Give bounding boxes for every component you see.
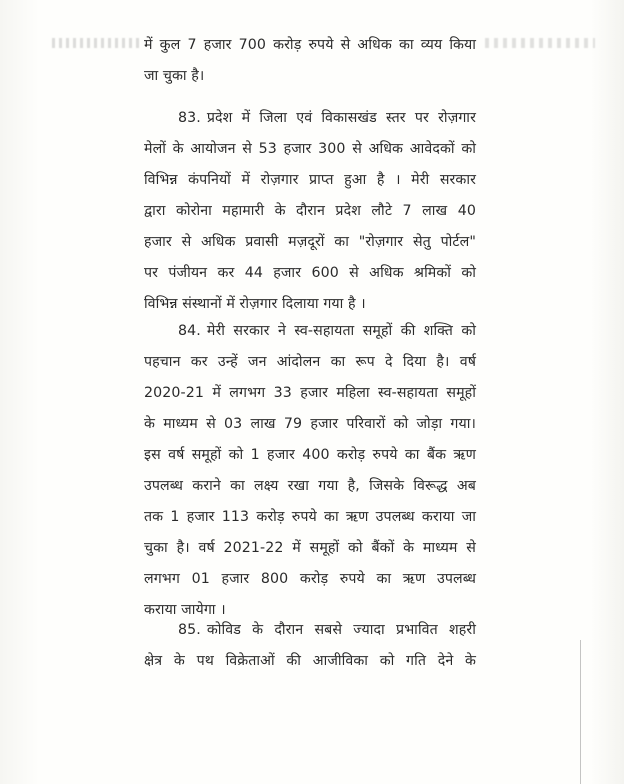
text-line: क्षेत्र के पथ विक्रेताओं की आजीविका को गति देने के bbox=[144, 653, 476, 669]
text-line: द्वारा कोरोना महामारी के दौरान प्रदेश लौटे 7 लाख 40 bbox=[144, 203, 476, 219]
paragraph-85 bbox=[144, 615, 476, 677]
text-line: मेलों के आयोजन से 53 हजार 300 से अधिक आवेदकों को bbox=[144, 141, 476, 157]
text-line-content: प्रदेश में जिला एवं विकासखंड स्तर पर रोज़गार bbox=[206, 110, 476, 126]
paragraph-number: 85. bbox=[178, 622, 201, 638]
intro-paragraph bbox=[144, 30, 476, 92]
text-line-content: मेरी सरकार ने स्व-सहायता समूहों की शक्ति को bbox=[206, 323, 476, 339]
text-line bbox=[144, 316, 476, 347]
text-line: उपलब्ध कराने का लक्ष्य रखा गया है, जिसके विरूद्ध अब bbox=[144, 478, 476, 494]
text-line: पहचान कर उन्हें जन आंदोलन का रूप दे दिया है। वर्ष bbox=[144, 354, 476, 370]
text-line: इस वर्ष समूहों को 1 हजार 400 करोड़ रुपये का बैंक ऋण bbox=[144, 447, 476, 463]
text-line bbox=[144, 103, 476, 134]
text-line: विभिन्न संस्थानों में रोज़गार दिलाया गया है । bbox=[144, 296, 366, 312]
paragraph-83 bbox=[144, 103, 476, 320]
text-line: लगभग 01 हजार 800 करोड़ रुपये का ऋण उपलब्ध bbox=[144, 571, 476, 587]
paragraph-84 bbox=[144, 316, 476, 626]
paragraph-number: 83. bbox=[178, 110, 201, 126]
text-line: चुका है। वर्ष 2021-22 में समूहों को बैंकों के माध्यम से bbox=[144, 540, 476, 556]
bleed-through-marks bbox=[52, 38, 142, 48]
text-line: तक 1 हजार 113 करोड़ रुपये का ऋण उपलब्ध कराया जा bbox=[144, 509, 476, 525]
text-line: पर पंजीयन कर 44 हजार 600 से अधिक श्रमिकों को bbox=[144, 265, 476, 281]
bleed-through-marks-right bbox=[485, 38, 595, 48]
text-line: में कुल 7 हजार 700 करोड़ रुपये से अधिक का व्यय किया bbox=[144, 37, 476, 53]
paragraph-number: 84. bbox=[178, 323, 201, 339]
text-line: विभिन्न कंपनियों में रोज़गार प्राप्त हुआ है । मेरी सरकार bbox=[144, 172, 476, 188]
text-line: जा चुका है। bbox=[144, 68, 205, 84]
text-line: कराया जायेगा । bbox=[144, 602, 226, 618]
text-line: 2020-21 में लगभग 33 हजार महिला स्व-सहायता समूहों bbox=[144, 385, 476, 401]
text-line: हजार से अधिक प्रवासी मज़दूरों का "रोज़गार सेतु पोर्टल" bbox=[144, 234, 476, 250]
text-line-content: कोविड के दौरान सबसे ज्यादा प्रभावित शहरी bbox=[206, 622, 476, 638]
text-line bbox=[144, 615, 476, 646]
text-line: के माध्यम से 03 लाख 79 हजार परिवारों को जोड़ा गया। bbox=[144, 416, 476, 432]
page-edge-shadow bbox=[580, 640, 581, 784]
